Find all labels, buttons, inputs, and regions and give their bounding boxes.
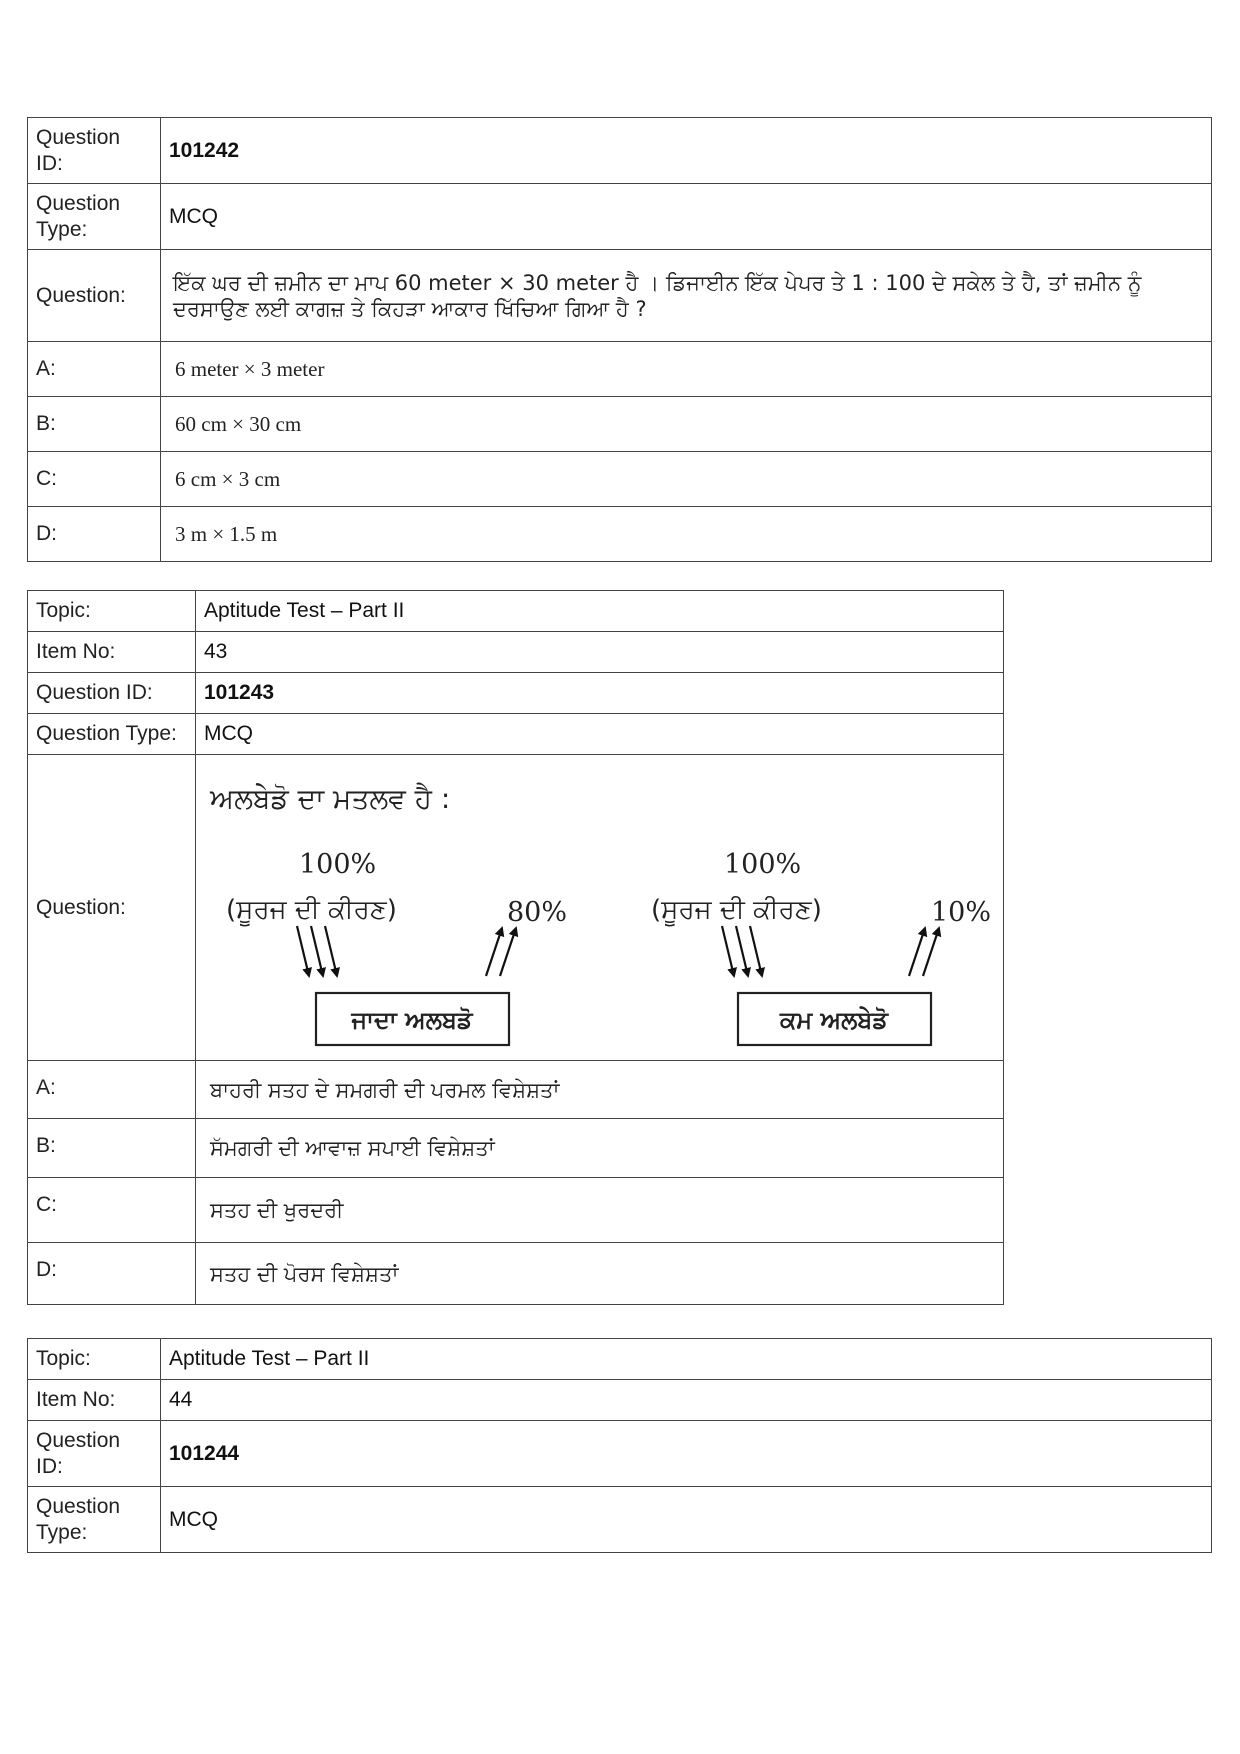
reflected-arrows-right (909, 928, 939, 976)
option-row (28, 1119, 1004, 1178)
item-no-row (28, 1380, 1212, 1421)
question-101244-table (27, 1338, 1212, 1553)
topic-label: Topic: (28, 591, 196, 632)
albedo-figure (196, 758, 996, 1058)
question-id-value: 101242 (161, 118, 1212, 184)
item-no-row (28, 632, 1004, 673)
option-label: D: (28, 507, 161, 562)
option-text: 60 cm × 30 cm (161, 397, 1212, 452)
option-text: ਸੱਮਗਰੀ ਦੀ ਆਵਾਜ਼ ਸਪਾਈ ਵਿਸ਼ੇਸ਼ਤਾਂ (196, 1119, 1004, 1178)
item-no-label: Item No: (28, 632, 196, 673)
question-id-row (28, 1421, 1212, 1487)
item-no-label: Item No: (28, 1380, 161, 1421)
option-text: 6 meter × 3 meter (161, 342, 1212, 397)
item-no-value: 43 (196, 632, 1004, 673)
question-101243-table (27, 590, 1004, 1305)
option-row (28, 452, 1212, 507)
question-id-row (28, 673, 1004, 714)
question-id-row (28, 118, 1212, 184)
reflected-percent-right: 10% (931, 896, 992, 928)
option-row (28, 397, 1212, 452)
option-label: C: (28, 452, 161, 507)
question-label: Question: (28, 250, 161, 342)
option-label: A: (28, 1061, 196, 1119)
question-row (28, 755, 1004, 1061)
question-label: Question: (28, 755, 196, 1061)
question-text: ਇੱਕ ਘਰ ਦੀ ਜ਼ਮੀਨ ਦਾ ਮਾਪ 60 meter × 30 meter ਹੈ । ਡਿਜਾਈਨ ਇੱਕ ਪੇਪਰ ਤੇ 1 : 100 ਦੇ ਸਕੇਲ ਤੇ ਹੈ, ਤਾਂ ਜ਼ਮੀਨ ਨੂੰ ਦਰਸਾਉਣ ਲਈ ਕਾਗਜ਼ ਤੇ ਕਿਹੜਾ ਆਕਾਰ ਖਿੱਚਿਆ ਗਿਆ ਹੈ ? (161, 250, 1212, 342)
incoming-percent-left: 100% (299, 848, 377, 880)
option-row (28, 507, 1212, 562)
question-text: ਅਲਬੇਡੋ ਦਾ ਮਤਲਵ ਹੈ : (210, 781, 451, 815)
question-type-label: Question Type: (28, 714, 196, 755)
option-label: A: (28, 342, 161, 397)
topic-row (28, 591, 1004, 632)
question-cell (196, 755, 1004, 1061)
question-type-row (28, 714, 1004, 755)
topic-label: Topic: (28, 1339, 161, 1380)
option-label: B: (28, 1119, 196, 1178)
incoming-percent-right: 100% (724, 848, 802, 880)
question-type-label: Question Type: (28, 184, 161, 250)
incoming-arrows-left (297, 926, 337, 976)
sun-ray-label-right: (ਸੂਰਜ ਦੀ ਕੀਰਣ) (651, 894, 822, 925)
item-no-value: 44 (161, 1380, 1212, 1421)
option-row (28, 1178, 1004, 1243)
incoming-arrows-right (722, 926, 762, 976)
option-text: 6 cm × 3 cm (161, 452, 1212, 507)
question-type-value: MCQ (196, 714, 1004, 755)
low-albedo-label: ਕਮ ਅਲਬੇਡੋ (780, 1005, 888, 1034)
option-text: ਸਤਹ ਦੀ ਪੋਰਸ ਵਿਸ਼ੇਸ਼ਤਾਂ (196, 1243, 1004, 1305)
question-101242-table (27, 117, 1212, 562)
sun-ray-label-left: (ਸੂਰਜ ਦੀ ਕੀਰਣ) (226, 894, 397, 925)
question-id-label: Question ID: (28, 118, 161, 184)
option-text: ਬਾਹਰੀ ਸਤਹ ਦੇ ਸਮਗਰੀ ਦੀ ਪਰਮਲ ਵਿਸ਼ੇਸ਼ਤਾਂ (196, 1061, 1004, 1119)
option-row (28, 1061, 1004, 1119)
question-id-label: Question ID: (28, 1421, 161, 1487)
option-label: C: (28, 1178, 196, 1243)
high-albedo-label: ਜਾਦਾ ਅਲਬਡੋ (351, 1005, 473, 1034)
option-label: B: (28, 397, 161, 452)
topic-value: Aptitude Test – Part II (196, 591, 1004, 632)
question-type-row (28, 184, 1212, 250)
reflected-arrows-left (486, 928, 516, 976)
option-row (28, 1243, 1004, 1305)
question-type-label: Question Type: (28, 1487, 161, 1553)
option-text: 3 m × 1.5 m (161, 507, 1212, 562)
question-id-label: Question ID: (28, 673, 196, 714)
option-row (28, 342, 1212, 397)
topic-row (28, 1339, 1212, 1380)
topic-value: Aptitude Test – Part II (161, 1339, 1212, 1380)
option-label: D: (28, 1243, 196, 1305)
question-id-value: 101244 (161, 1421, 1212, 1487)
question-id-value: 101243 (196, 673, 1004, 714)
option-text: ਸਤਹ ਦੀ ਖੁਰਦਰੀ (196, 1178, 1004, 1243)
question-type-value: MCQ (161, 184, 1212, 250)
reflected-percent-left: 80% (507, 896, 568, 928)
question-type-row (28, 1487, 1212, 1553)
question-type-value: MCQ (161, 1487, 1212, 1553)
question-row (28, 250, 1212, 342)
